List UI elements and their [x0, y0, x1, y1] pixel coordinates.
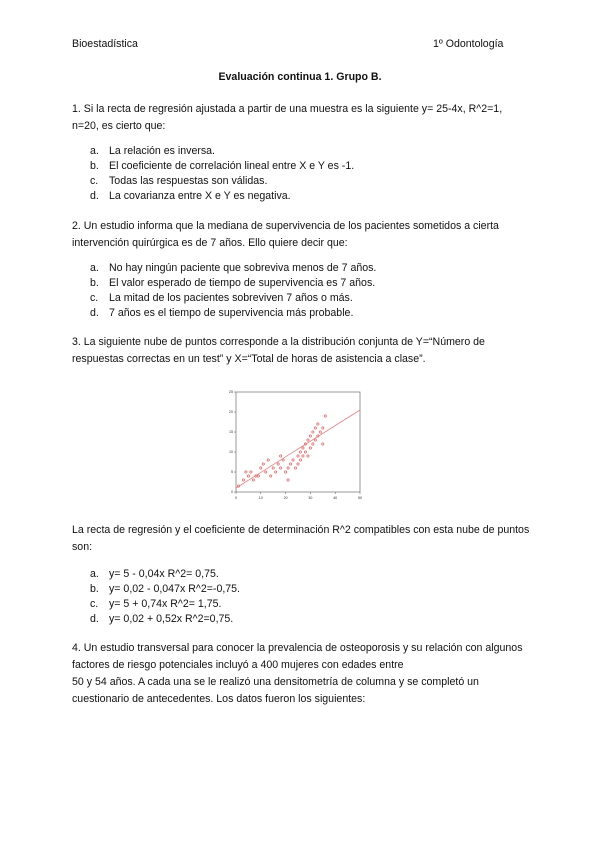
y-tick-label: 25 [229, 390, 233, 395]
x-tick-label: 40 [333, 496, 338, 500]
option-letter: c. [90, 598, 99, 610]
option-text: y= 0,02 - 0,047x R^2=-0,75. [109, 583, 240, 595]
question-2-text: 2. Un estudio informa que la mediana de supervivencia de los pacientes sometidos a cierta intervención quirúrgica es de 7 años. Ello quiere decir que: [72, 220, 499, 249]
x-tick-label: 0 [235, 496, 237, 500]
option-item [90, 276, 376, 291]
question-3-text: 3. La siguiente nube de puntos corresponde a la distribución conjunta de Y=“Número de respuestas correctas en un test” y X=“Total de horas de asistencia a clase”. [72, 336, 485, 365]
option-item [90, 306, 376, 321]
x-tick-label: 30 [308, 496, 313, 500]
option-letter: a. [90, 145, 99, 157]
option-letter: d. [90, 190, 99, 202]
y-tick-label: 10 [229, 450, 233, 455]
exam-title: Evaluación continua 1. Grupo B. [218, 71, 382, 83]
chart-axes [236, 392, 360, 492]
option-letter: c. [90, 292, 99, 304]
option-letter: a. [90, 262, 99, 274]
option-item [90, 261, 376, 276]
plot-frame [236, 392, 360, 492]
question-3-followup: La recta de regresión y el coeficiente de determinación R^2 compatibles con esta nube de puntos son: [72, 524, 530, 553]
option-text: La covarianza entre X e Y es negativa. [109, 190, 291, 202]
option-item [90, 567, 240, 582]
option-letter: d. [90, 613, 99, 625]
x-tick-label: 50 [358, 496, 362, 500]
option-text: No hay ningún paciente que sobreviva menos de 7 años. [109, 262, 377, 274]
option-letter: b. [90, 277, 99, 289]
option-item [90, 144, 354, 159]
option-text: El coeficiente de correlación lineal entre X e Y es -1. [109, 160, 355, 172]
y-tick-label: 20 [229, 410, 233, 415]
option-item [90, 612, 240, 627]
option-text: y= 5 + 0,74x R^2= 1,75. [109, 598, 222, 610]
question-3-options [90, 567, 240, 627]
option-item [90, 159, 354, 174]
option-text: La mitad de los pacientes sobreviven 7 años o más. [109, 292, 353, 304]
scatter-chart [224, 385, 364, 500]
option-letter: b. [90, 583, 99, 595]
option-text: La relación es inversa. [109, 145, 215, 157]
question-1-options [90, 144, 354, 204]
option-text: Todas las respuestas son válidas. [109, 175, 268, 187]
option-text: 7 años es el tiempo de supervivencia más probable. [109, 307, 354, 319]
y-tick-label: 5 [231, 470, 233, 475]
header-course: 1º Odontología [433, 38, 504, 50]
x-tick-label: 20 [283, 496, 288, 500]
header-subject: Bioestadística [72, 38, 138, 50]
option-letter: b. [90, 160, 99, 172]
option-item [90, 582, 240, 597]
question-4-text: 4. Un estudio transversal para conocer la prevalencia de osteoporosis y su relación con algunos factores de riesgo potenciales incluyó a 400 mujeres con edades entre [72, 642, 523, 671]
option-text: y= 0,02 + 0,52x R^2=0,75. [109, 613, 234, 625]
option-item [90, 597, 240, 612]
y-tick-label: 0 [231, 490, 233, 495]
option-text: y= 5 - 0,04x R^2= 0,75. [109, 568, 219, 580]
option-text: El valor esperado de tiempo de supervivencia es 7 años. [109, 277, 376, 289]
option-item [90, 291, 376, 306]
x-tick-label: 10 [258, 496, 263, 500]
option-item [90, 174, 354, 189]
question-1-text: 1. Si la recta de regresión ajustada a partir de una muestra es la siguiente y= 25-4x, R^2=1, n=20, es cierto que: [72, 103, 503, 132]
option-letter: a. [90, 568, 99, 580]
question-2-options [90, 261, 376, 321]
option-letter: d. [90, 307, 99, 319]
option-item [90, 189, 354, 204]
option-letter: c. [90, 175, 99, 187]
question-4-text-continued: 50 y 54 años. A cada una se le realizó una densitometría de columna y se completó un cuestionario de antecedentes. Los datos fueron los siguientes: [72, 676, 479, 705]
y-tick-label: 15 [229, 430, 233, 435]
